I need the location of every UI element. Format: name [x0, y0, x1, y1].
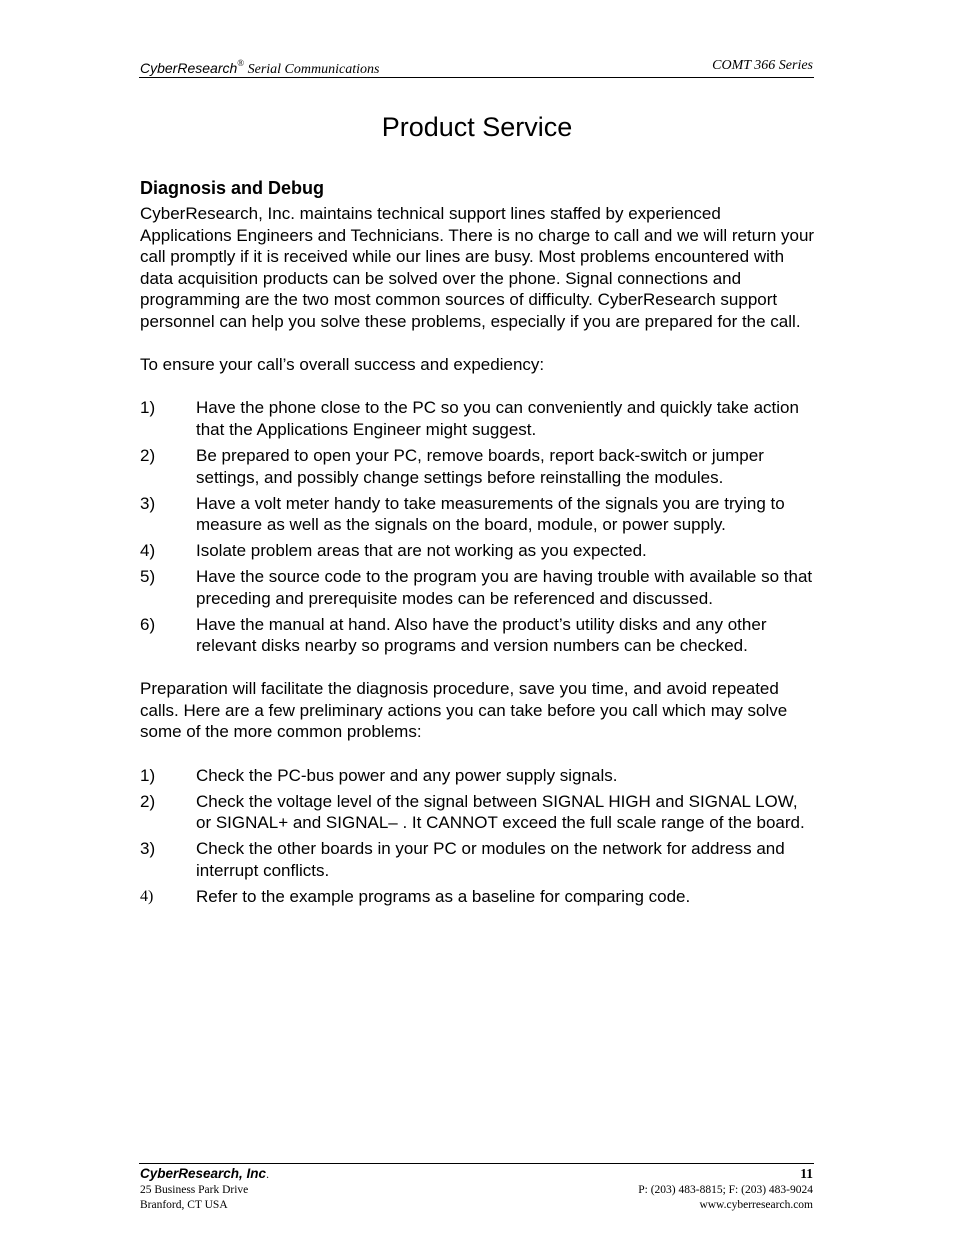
item-text: Refer to the example programs as a baseline for comparing code.	[196, 886, 691, 906]
spacer	[140, 743, 816, 765]
item-number: 4)	[140, 887, 154, 905]
page-footer	[139, 1163, 814, 1211]
item-text: Have a volt meter handy to take measurements of the signals you are trying to measure as well as the signals on the board, module, or power supply.	[196, 493, 785, 535]
list-item	[140, 397, 816, 440]
registered-mark: ®	[237, 58, 245, 68]
item-text: Have the source code to the program you are having trouble with available so that preceding and prerequisite modes can be referenced and discussed.	[196, 567, 813, 608]
footer-phone: P: (203) 483-8815; F: (203) 483-9024	[638, 1184, 813, 1196]
spacer	[140, 376, 816, 398]
item-text: Be prepared to open your PC, remove boards, report back-switch or jumper settings, and possibly change settings before reinstalling the modules.	[196, 445, 764, 487]
item-text: Have the manual at hand. Also have the product’s utility disks and any other relevant disks nearby so programs and version numbers can be checked.	[196, 614, 767, 656]
page-title: Product Service	[381, 112, 573, 142]
item-text: Isolate problem areas that are not working as you expected.	[196, 541, 647, 561]
item-text: Check the PC-bus power and any power supply signals.	[196, 765, 618, 785]
item-number: 1)	[140, 398, 156, 418]
main-content	[140, 176, 816, 912]
item-number: 3)	[140, 839, 156, 859]
item-number: 3)	[140, 493, 156, 513]
item-text: Check the other boards in your PC or modules on the network for address and interrupt conflicts.	[196, 839, 785, 880]
item-number: 6)	[140, 614, 156, 634]
section-heading: Diagnosis and Debug	[140, 178, 325, 198]
header-subtitle: Serial Communications	[244, 62, 380, 77]
header-series: COMT 366 Series	[712, 58, 813, 73]
spacer	[140, 333, 816, 355]
list-item	[140, 493, 816, 536]
list-item	[140, 838, 816, 881]
list-item	[140, 614, 816, 657]
footer-company: CyberResearch, Inc	[140, 1166, 267, 1181]
intro-paragraph: CyberResearch, Inc. maintains technical support lines staffed by experienced Applications Engineers and Technicians. There is no charge to call and we will return your call promptly if it is received while our lines are busy. Most problems encountered with data acquisition products can be solved over the phone. Signal connections and programming are the two most common sources of difficulty. CyberResearch support personnel can help you solve these problems, especially if you are prepared for the call.	[140, 204, 815, 331]
preliminary-checklist	[140, 765, 816, 908]
item-text: Have the phone close to the PC so you can conveniently and quickly take action that the Applications Engineer might suggest.	[196, 398, 799, 439]
list-item	[140, 445, 816, 488]
header-left	[140, 58, 379, 78]
footer-company-dot: .	[266, 1169, 269, 1181]
item-number: 4)	[140, 541, 156, 561]
item-number: 1)	[140, 765, 156, 785]
item-number: 2)	[140, 445, 156, 465]
page-header	[139, 57, 814, 78]
list-item	[140, 791, 816, 834]
footer-website: www.cyberresearch.com	[699, 1199, 813, 1211]
item-number: 5)	[140, 567, 156, 587]
call-checklist	[140, 397, 816, 656]
page-number: 11	[800, 1166, 813, 1181]
header-brand: CyberResearch	[140, 60, 238, 76]
item-number: 2)	[140, 791, 156, 811]
spacer	[140, 661, 816, 678]
list-item	[140, 566, 816, 609]
ensure-paragraph: To ensure your call’s overall success and expediency:	[140, 355, 545, 375]
item-text: Check the voltage level of the signal between SIGNAL HIGH and SIGNAL LOW, or SIGNAL+ and SIGNAL– . It CANNOT exceed the full scale range of the board.	[196, 791, 805, 833]
list-item	[140, 765, 816, 787]
list-item	[140, 886, 816, 908]
footer-address-line1: 25 Business Park Drive	[140, 1184, 249, 1196]
footer-address-line2: Branford, CT USA	[140, 1199, 228, 1211]
footer-right	[638, 1165, 813, 1213]
footer-left	[140, 1165, 269, 1213]
preparation-paragraph: Preparation will facilitate the diagnosis procedure, save you time, and avoid repeated calls. Here are a few preliminary actions you can take before you call which may solve some of the more common problems:	[140, 679, 788, 742]
list-item	[140, 540, 816, 562]
